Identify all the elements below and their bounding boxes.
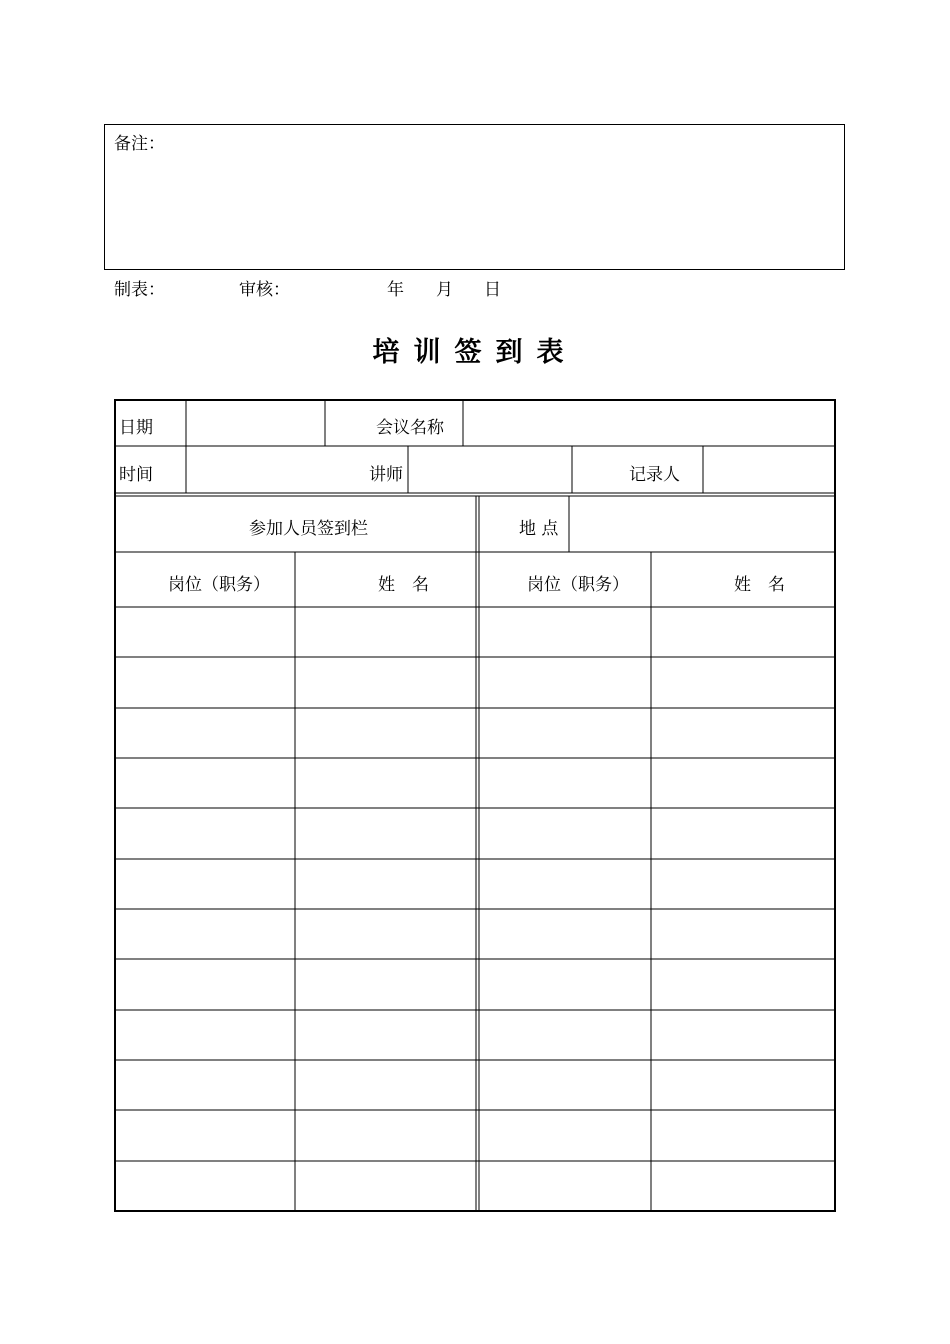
- recorder-input-cell[interactable]: [704, 447, 834, 492]
- time-label: 时间: [119, 465, 153, 485]
- position-cell-right[interactable]: [480, 759, 650, 808]
- position-cell-left[interactable]: [116, 709, 294, 758]
- position-cell-left[interactable]: [116, 1011, 294, 1060]
- date-input-cell[interactable]: [187, 401, 324, 445]
- page-title: 培训签到表: [372, 337, 578, 368]
- position-cell-right[interactable]: [480, 1061, 650, 1110]
- name-cell-right[interactable]: [652, 809, 834, 859]
- name-cell-left[interactable]: [296, 709, 475, 758]
- name-cell-right[interactable]: [652, 759, 834, 808]
- position-cell-left[interactable]: [116, 860, 294, 909]
- position-column-header-right: 岗位（职务）: [527, 575, 629, 595]
- name-cell-right[interactable]: [652, 709, 834, 758]
- year-label: 年: [387, 280, 404, 300]
- position-cell-right[interactable]: [480, 960, 650, 1010]
- name-column-header-right: 姓 名: [734, 575, 785, 595]
- position-cell-left[interactable]: [116, 809, 294, 859]
- position-cell-left[interactable]: [116, 608, 294, 657]
- position-cell-left[interactable]: [116, 960, 294, 1010]
- position-cell-right[interactable]: [480, 1011, 650, 1060]
- reviewed-by-label: 审核：: [239, 280, 290, 300]
- day-label: 日: [484, 280, 501, 300]
- name-cell-left[interactable]: [296, 759, 475, 808]
- name-cell-left[interactable]: [296, 608, 475, 657]
- position-cell-left[interactable]: [116, 1111, 294, 1161]
- name-cell-left[interactable]: [296, 658, 475, 708]
- month-label: 月: [436, 280, 453, 300]
- meeting-name-input-cell[interactable]: [464, 401, 834, 445]
- attendee-section-label: 参加人员签到栏: [249, 519, 368, 539]
- name-cell-left[interactable]: [296, 960, 475, 1010]
- name-cell-left[interactable]: [296, 1111, 475, 1161]
- meeting-name-label: 会议名称: [376, 418, 444, 438]
- position-cell-right[interactable]: [480, 860, 650, 909]
- name-cell-right[interactable]: [652, 860, 834, 909]
- position-cell-left[interactable]: [116, 1061, 294, 1110]
- name-cell-right[interactable]: [652, 1011, 834, 1060]
- position-cell-left[interactable]: [116, 658, 294, 708]
- position-cell-left[interactable]: [116, 1162, 294, 1211]
- name-cell-right[interactable]: [652, 960, 834, 1010]
- notes-label: 备注：: [114, 134, 165, 154]
- name-cell-left[interactable]: [296, 860, 475, 909]
- name-cell-right[interactable]: [652, 608, 834, 657]
- name-cell-left[interactable]: [296, 1011, 475, 1060]
- position-cell-right[interactable]: [480, 709, 650, 758]
- name-column-header-left: 姓 名: [378, 575, 429, 595]
- position-cell-left[interactable]: [116, 759, 294, 808]
- time-input-cell[interactable]: [187, 447, 407, 492]
- position-cell-right[interactable]: [480, 809, 650, 859]
- position-column-header-left: 岗位（职务）: [168, 575, 270, 595]
- made-by-label: 制表：: [114, 280, 165, 300]
- lecturer-label: 讲师: [369, 465, 403, 485]
- name-cell-left[interactable]: [296, 910, 475, 959]
- name-cell-right[interactable]: [652, 658, 834, 708]
- position-cell-right[interactable]: [480, 608, 650, 657]
- location-label: 地 点: [519, 519, 559, 539]
- position-cell-right[interactable]: [480, 910, 650, 959]
- name-cell-left[interactable]: [296, 1061, 475, 1110]
- name-cell-right[interactable]: [652, 1111, 834, 1161]
- position-cell-left[interactable]: [116, 910, 294, 959]
- location-input-cell[interactable]: [570, 497, 834, 551]
- name-cell-right[interactable]: [652, 1162, 834, 1211]
- name-cell-left[interactable]: [296, 1162, 475, 1211]
- date-label: 日期: [119, 418, 153, 438]
- position-cell-right[interactable]: [480, 1111, 650, 1161]
- recorder-label: 记录人: [629, 465, 680, 485]
- position-cell-right[interactable]: [480, 1162, 650, 1211]
- name-cell-right[interactable]: [652, 910, 834, 959]
- name-cell-left[interactable]: [296, 809, 475, 859]
- lecturer-input-cell[interactable]: [409, 447, 571, 492]
- name-cell-right[interactable]: [652, 1061, 834, 1110]
- position-cell-right[interactable]: [480, 658, 650, 708]
